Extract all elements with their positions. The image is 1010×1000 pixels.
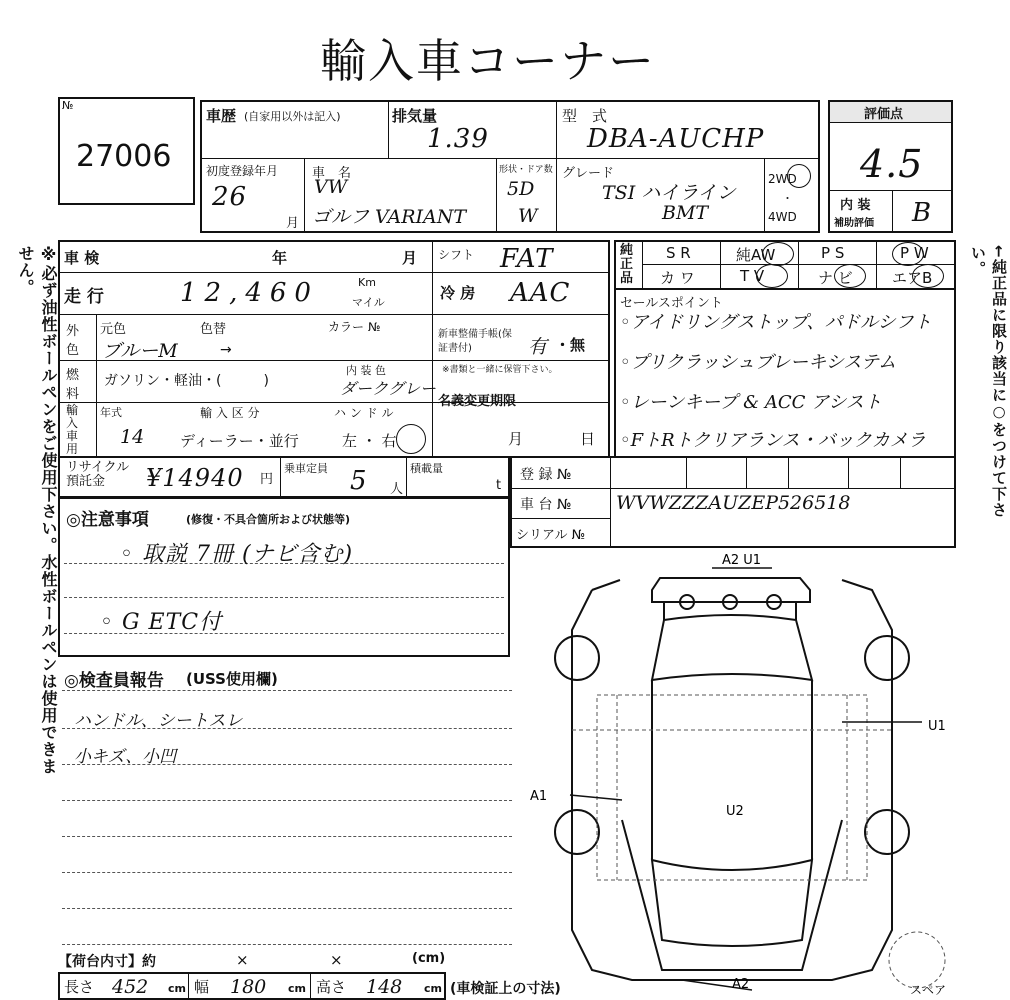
rename-day: 日 <box>580 430 596 448</box>
capacity-value: 5 <box>350 466 368 496</box>
caution-line-2: ◦ G ETC付 <box>100 610 223 635</box>
genuine-options <box>614 240 956 290</box>
manual-label: 新車整備手帳(保証書付) <box>438 329 512 354</box>
sales-points <box>614 288 956 458</box>
fuel-options: ガソリン・軽油・( ) <box>104 373 269 389</box>
drive-4wd: 4WD <box>768 210 797 224</box>
length-label: 長さ <box>64 978 95 996</box>
history-note: (自家用以外は記入) <box>244 110 341 123</box>
person-unit: 人 <box>390 482 404 497</box>
interior-grade: B <box>912 198 933 228</box>
doors-value: 5D <box>507 178 535 200</box>
first-reg-month-unit: 月 <box>286 216 300 231</box>
opt-tv: T V <box>740 267 765 285</box>
drive-dot: ・ <box>782 192 793 205</box>
recycle-value: ¥14940 <box>146 464 244 492</box>
km-label: Km <box>358 276 376 289</box>
inspector-section <box>58 660 510 970</box>
car-diagram <box>512 550 960 998</box>
history-label: 車歴 <box>206 107 237 125</box>
load-label: 積載量 <box>410 462 443 475</box>
car-name-label: 車 名 <box>312 166 352 181</box>
opt-pw: P W <box>900 244 929 262</box>
cargo-unit: (cm) <box>412 951 446 966</box>
interior-sub: 補助評価 <box>834 218 874 229</box>
sales-point-2: ◦プリクラッシュブレーキシステム <box>620 352 897 373</box>
recycle-label: リサイクル預託金 <box>66 460 130 489</box>
sales-point-4: ◦FトRトクリアランス・バックカメラ <box>620 430 926 451</box>
model-value: DBA-AUCHP <box>587 124 765 154</box>
int-color-value: ダークグレー <box>340 379 437 398</box>
drive-2wd-circle <box>787 164 811 188</box>
score-box <box>828 100 953 233</box>
first-reg-label: 初度登録年月 <box>206 164 279 178</box>
grade-label: グレード <box>562 166 615 181</box>
inspection-month-unit: 月 <box>402 249 418 267</box>
rename-label: 名義変更期限 <box>438 394 517 409</box>
import-label: 輸入車用 <box>66 403 79 456</box>
orig-color-value: ブルーM <box>102 340 178 362</box>
cargo-x-2: × <box>330 951 343 969</box>
color-arrow: → <box>220 342 232 358</box>
manual-no: ・無 <box>555 336 586 354</box>
interior-label: 内 装 <box>840 198 871 213</box>
genuine-label: 純正品 <box>620 243 634 286</box>
inspection-year-unit: 年 <box>272 249 288 267</box>
inspector-line-2: 小キズ、小凹 <box>74 747 177 767</box>
int-color-label: 内 装 色 <box>346 364 386 377</box>
mile-label: マイル <box>352 296 385 309</box>
length-value: 452 <box>112 976 149 998</box>
opt-sr: S R <box>666 244 691 262</box>
length-unit: cm <box>168 982 186 995</box>
opt-airbag: エアB <box>892 269 933 287</box>
score-label: 評価点 <box>864 107 904 122</box>
size-row <box>58 972 446 1000</box>
inspector-label: ◎検査員報告 <box>64 671 164 691</box>
load-unit: t <box>496 478 502 493</box>
shape-label: 形状・ドア数 <box>499 165 553 175</box>
caution-label: ◎注意事項 <box>66 510 149 530</box>
shift-value: FAT <box>500 244 554 274</box>
color-no-label: カラー № <box>328 320 381 334</box>
registration-grid <box>510 456 956 548</box>
reg-no-label: 登 録 № <box>520 467 572 483</box>
car-name-maker: VW <box>314 176 348 198</box>
left-side-note: ※必ず油性ボールペンをご使用下さい。水性ボールペンは使用できません。 <box>16 245 58 775</box>
mileage-label: 走 行 <box>64 287 104 307</box>
caution-section <box>58 497 510 657</box>
model-year-value: 14 <box>120 426 145 448</box>
mileage-value: 12,460 <box>180 278 319 308</box>
spare-label: スペア <box>910 983 947 997</box>
handle-right-circle <box>396 424 426 454</box>
sales-point-1: ◦アイドリングストップ、パドルシフト <box>620 312 932 333</box>
mark-rear: A2 U1 <box>722 553 762 568</box>
header-grid <box>200 100 820 233</box>
model-label: 型 式 <box>562 107 608 125</box>
vehicle-info-grid <box>58 240 610 458</box>
grade-line2: BMT <box>662 202 709 224</box>
import-type-value: ディーラー・並行 <box>180 432 299 450</box>
displacement-value: 1.39 <box>427 124 489 154</box>
shift-label: シフト <box>438 248 475 262</box>
ac-value: AAC <box>510 278 571 308</box>
right-side-note: ←純正品に限り該当に○をつけて下さい。 <box>969 245 1008 518</box>
orig-color-label: 元色 <box>100 322 127 337</box>
fuel-label: 燃料 <box>66 368 80 402</box>
handle-label: ハ ン ド ル <box>334 406 394 420</box>
capacity-label: 乗車定員 <box>284 462 328 475</box>
sheet-no-label: № <box>62 99 74 112</box>
grade-line1: TSI ハイライン <box>602 182 736 204</box>
sheet-number-box <box>58 97 195 205</box>
chassis-label: 車 台 № <box>520 497 572 513</box>
inspector-note: (USS使用欄) <box>186 670 278 688</box>
cargo-x-1: × <box>236 951 249 969</box>
chassis-value: WVWZZZAUZEP526518 <box>616 492 851 514</box>
import-type-label: 輸 入 区 分 <box>200 406 260 420</box>
sheet-number: 27006 <box>76 139 172 174</box>
cargo-label: 【荷台内寸】約 <box>58 954 156 970</box>
height-label: 高さ <box>316 978 347 996</box>
ac-label: 冷 房 <box>440 284 476 302</box>
page-title: 輸入車コーナー <box>320 34 656 88</box>
recycle-row <box>58 456 510 498</box>
sales-label: セールスポイント <box>620 296 723 311</box>
caution-line-1: ◦ 取説 7冊 (ナビ含む) <box>120 542 354 567</box>
yen-label: 円 <box>260 472 274 487</box>
model-year-label: 年式 <box>100 406 122 419</box>
drive-2wd: 2WD <box>768 172 797 186</box>
mark-front: A2 <box>732 977 750 992</box>
displacement-label: 排気量 <box>392 107 438 125</box>
car-name-value: ゴルフ VARIANT <box>312 206 467 228</box>
height-value: 148 <box>366 976 403 998</box>
size-note: (車検証上の寸法) <box>450 981 561 997</box>
shape-value: W <box>518 205 538 227</box>
first-reg-year: 26 <box>212 182 248 212</box>
height-unit: cm <box>424 982 442 995</box>
manual-note: ※書類と一緒に保管下さい。 <box>442 365 558 375</box>
manual-yes: 有 <box>528 336 548 358</box>
opt-aw: 純AW <box>736 246 776 264</box>
handle-value: 左 ・ 右 <box>342 432 397 450</box>
width-value: 180 <box>230 976 267 998</box>
repaint-label: 色替 <box>200 322 227 337</box>
caution-note: (修復・不具合箇所および状態等) <box>186 513 351 526</box>
sales-point-3: ◦レーンキープ & ACC アシスト <box>620 392 882 413</box>
opt-leather: カ ワ <box>660 269 695 287</box>
mark-center: U2 <box>726 804 744 819</box>
rename-month: 月 <box>508 430 524 448</box>
inspector-line-1: ハンドル、シートスレ <box>74 711 243 731</box>
mark-left: A1 <box>530 789 548 804</box>
opt-navi: ナ ビ <box>818 269 853 287</box>
score-value: 4.5 <box>860 142 924 186</box>
serial-label: シリアル № <box>516 528 586 543</box>
width-label: 幅 <box>194 978 210 996</box>
inspection-label: 車 検 <box>64 249 100 267</box>
width-unit: cm <box>288 982 306 995</box>
opt-ps: P S <box>821 244 845 262</box>
ext-label: 外色 <box>66 324 80 358</box>
mark-right: U1 <box>928 719 946 734</box>
